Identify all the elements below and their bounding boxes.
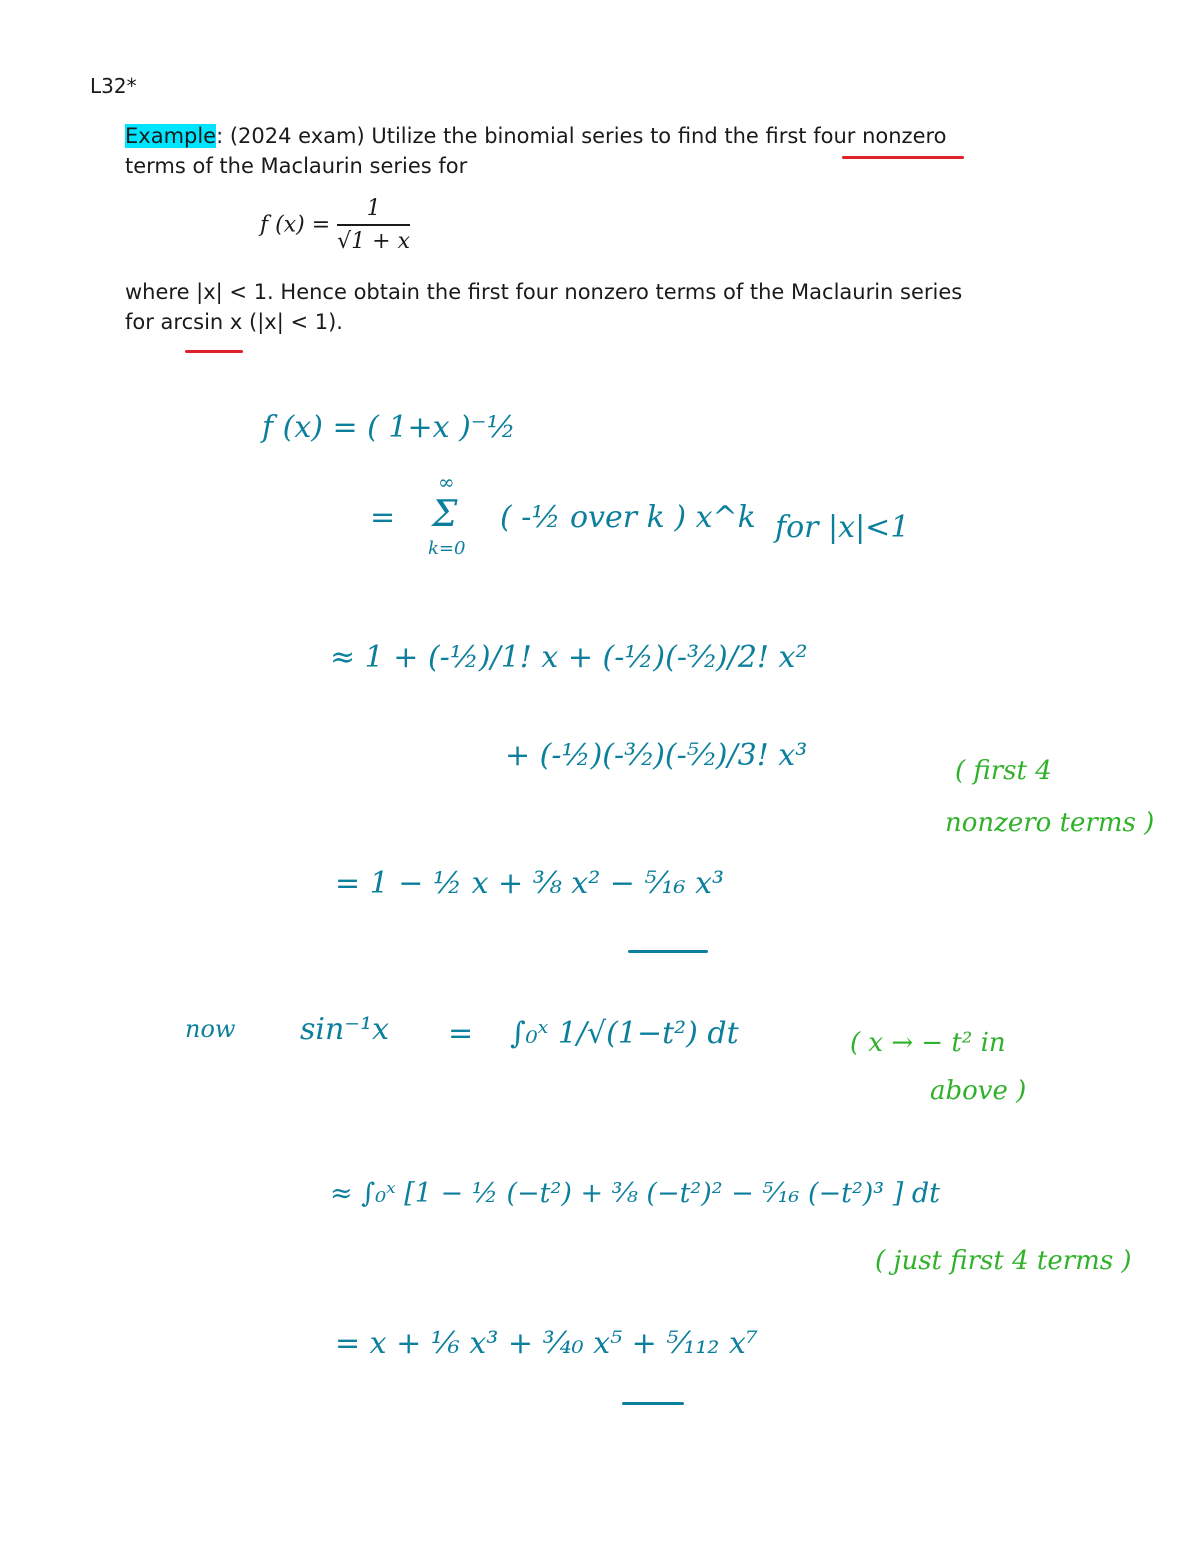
question-text-1: : (2024 exam) Utilize the binomial series to find the first four nonzero xyxy=(216,124,947,148)
question-line-4: for arcsin x (|x| < 1). xyxy=(125,310,343,334)
note-first-4-a: ( first 4 xyxy=(955,756,1052,786)
now-label: now xyxy=(185,1015,236,1043)
note-first-4-b: nonzero terms ) xyxy=(945,808,1155,838)
note-substitution-a: ( x → − t² in xyxy=(850,1028,1006,1058)
work-line-8: = x + ⅙ x³ + ³⁄₄₀ x⁵ + ⁵⁄₁₁₂ x⁷ xyxy=(335,1326,758,1361)
sum-top: ∞ xyxy=(438,470,455,494)
question-line-1 xyxy=(125,124,947,148)
example-label: Example xyxy=(125,124,217,148)
question-line-3: where |x| < 1. Hence obtain the first four nonzero terms of the Maclaurin series xyxy=(125,280,963,304)
underline-arcsin xyxy=(185,350,243,353)
arcsin-eq: = xyxy=(448,1016,474,1051)
underline-result-2 xyxy=(622,1402,684,1405)
question-line-2: terms of the Maclaurin series for xyxy=(125,154,468,178)
work-line-4: + (-½)(-³⁄₂)(-⁵⁄₂)/3! x³ xyxy=(505,738,808,773)
work-line-1: f (x) = ( 1+x )⁻½ xyxy=(262,410,516,445)
formula-denominator: √1 + x xyxy=(337,229,410,254)
work-line-2-eq: = xyxy=(370,500,396,535)
work-line-3: ≈ 1 + (-½)/1! x + (-½)(-³⁄₂)/2! x² xyxy=(330,640,808,675)
formula-fraction xyxy=(337,196,410,254)
page-label: L32* xyxy=(90,74,137,98)
sum-symbol: Σ xyxy=(432,494,458,535)
arcsin-lhs: sin⁻¹x xyxy=(300,1012,390,1047)
note-substitution-b: above ) xyxy=(930,1076,1027,1106)
question-formula xyxy=(260,196,410,254)
work-line-5: = 1 − ½ x + ³⁄₈ x² − ⁵⁄₁₆ x³ xyxy=(335,866,725,901)
sum-bottom: k=0 xyxy=(428,538,466,559)
binomial-term: ( -½ over k ) x^k xyxy=(500,500,756,535)
note-just-first-4: ( just first 4 terms ) xyxy=(875,1246,1132,1276)
formula-lhs: f (x) = xyxy=(260,212,331,238)
formula-numerator: 1 xyxy=(366,196,381,221)
underline-four-nonzero xyxy=(842,156,964,159)
condition: for |x|<1 xyxy=(775,510,910,545)
arcsin-integral: ∫₀ˣ 1/√(1−t²) dt xyxy=(510,1016,739,1051)
work-line-7: ≈ ∫₀ˣ [1 − ½ (−t²) + ³⁄₈ (−t²)² − ⁵⁄₁₆ (−t²)³ ] dt xyxy=(330,1178,940,1209)
underline-result-1 xyxy=(628,950,708,953)
